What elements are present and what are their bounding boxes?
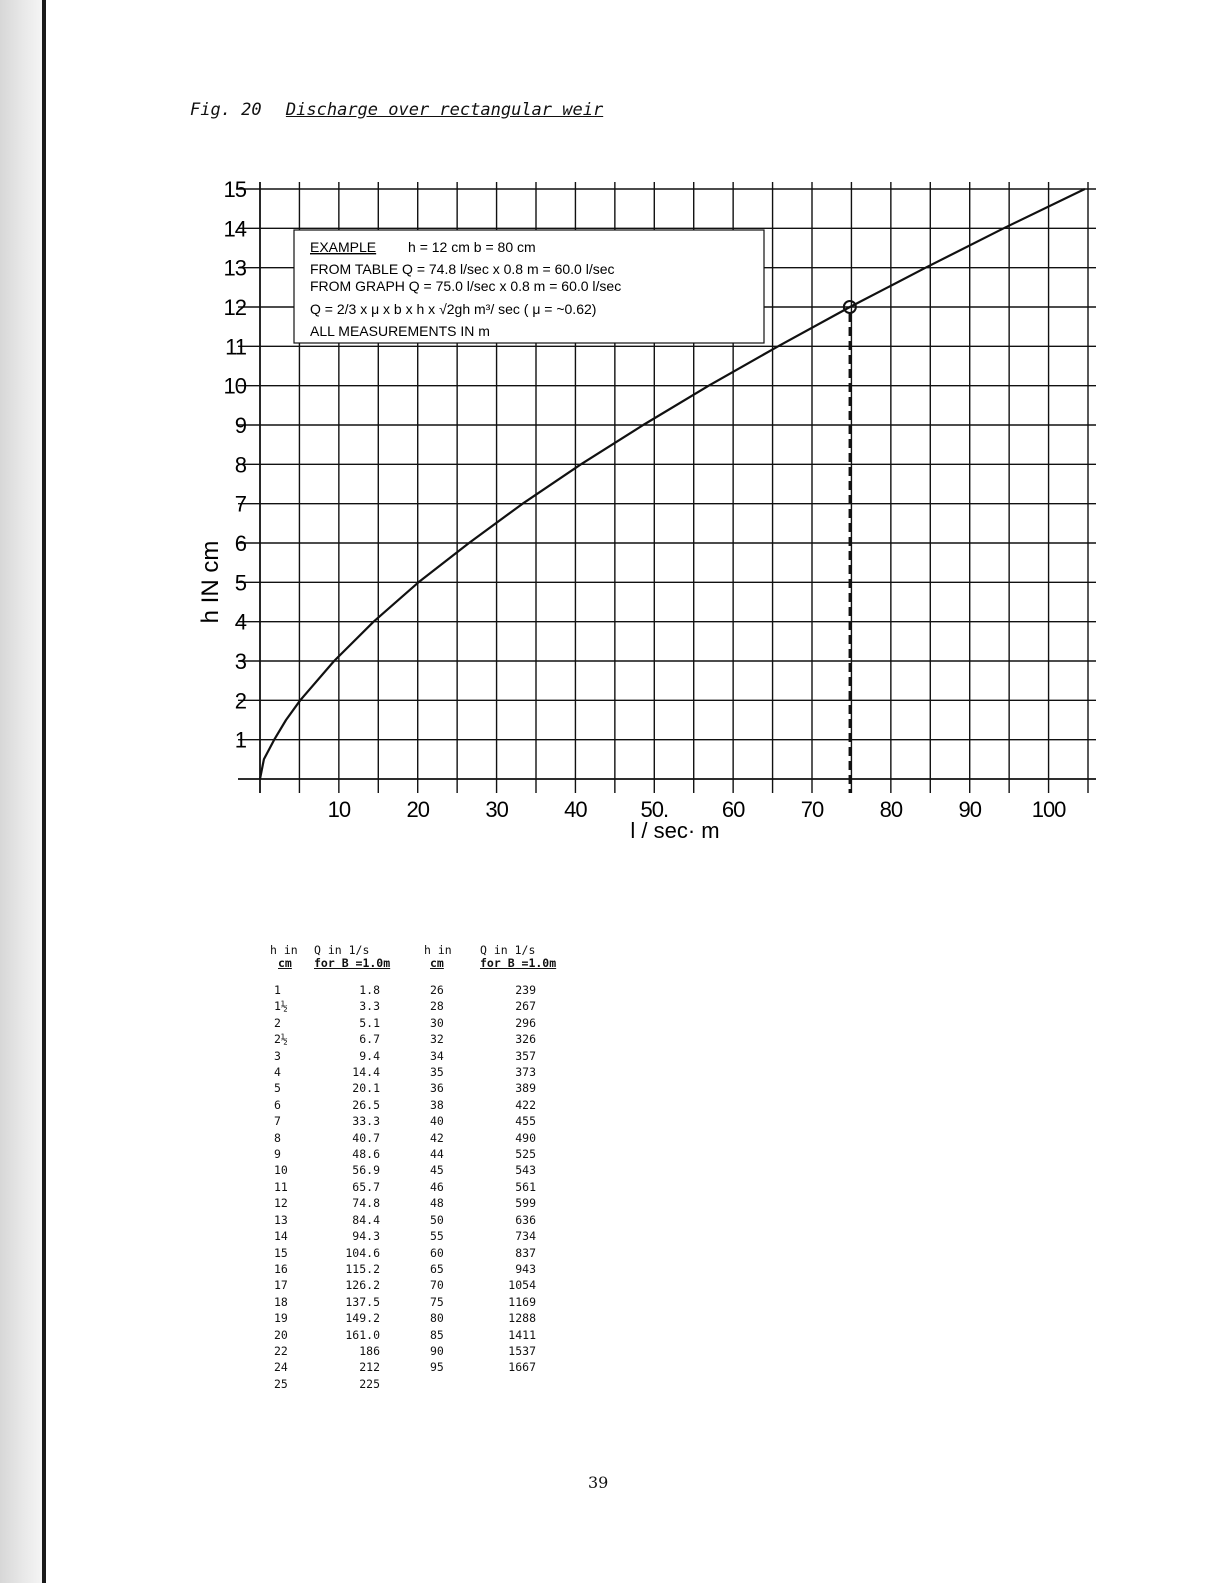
table-cell-h: 12	[274, 1196, 288, 1211]
table-header-q-right-line1: Q in 1/s	[480, 943, 536, 957]
table-cell-h: 45	[430, 1163, 444, 1178]
table-cell-h: 36	[430, 1081, 444, 1096]
table-cell-h: 42	[430, 1130, 444, 1145]
page-binding-edge	[0, 0, 44, 1583]
x-tick-label: 100	[1031, 797, 1066, 822]
table-cell-q: 20.1	[352, 1081, 380, 1096]
table-cell-h: 26	[430, 983, 444, 997]
table-cell-q: 33.3	[352, 1114, 380, 1129]
x-tick-label: 50.	[640, 797, 669, 822]
table-cell-h: 30	[430, 1015, 444, 1030]
table-cell-h: 6	[274, 1097, 281, 1112]
chart-markers	[844, 301, 856, 793]
svg-text:EXAMPLE h = 12 cm b	[310, 239, 536, 255]
table-header-h-right-line1: h in	[424, 943, 452, 957]
table-cell-h: 50	[430, 1212, 444, 1227]
table-cell-q: 149.2	[345, 1311, 380, 1326]
x-tick-label: 90	[958, 797, 981, 822]
table-cell-q: 1411	[508, 1327, 536, 1342]
table-cell-h: 55	[430, 1229, 444, 1244]
table-header-q-right	[480, 944, 556, 970]
table-cell-h: 9	[274, 1147, 281, 1162]
table-header-q-left-line1: Q in 1/s	[314, 943, 370, 957]
table-cell-h: 1½	[274, 999, 288, 1014]
table-cell-q: 943	[515, 1261, 536, 1276]
table-cell-h: 46	[430, 1179, 444, 1194]
table-header-q-right-line2: for B =1.0m	[480, 956, 557, 970]
x-tick-label: 20	[406, 797, 429, 822]
table-header-h-left-line1: h in	[270, 943, 298, 957]
y-tick-label: 13	[223, 255, 246, 281]
y-tick-label: 1	[234, 727, 246, 753]
table-cell-h: 28	[430, 999, 444, 1014]
table-cell-h: 22	[274, 1343, 288, 1358]
table-cell-h: 34	[430, 1048, 444, 1063]
y-tick-label: 7	[234, 491, 246, 517]
y-tick-label: 10	[223, 373, 246, 399]
table-cell-q: 186	[359, 1343, 380, 1358]
table-cell-q: 837	[515, 1245, 536, 1260]
table-cell-h: 2	[274, 1015, 281, 1030]
y-axis-label: h IN cm	[197, 540, 224, 624]
table-cell-q: 104.6	[345, 1245, 380, 1260]
table-cell-q: 225	[359, 1376, 380, 1391]
table-header-h-right	[424, 944, 452, 970]
example-title: EXAMPLE	[310, 239, 377, 255]
x-tick-label: 60	[721, 797, 745, 822]
table-header-h-left	[270, 944, 298, 970]
table-cell-q: 422	[515, 1097, 536, 1112]
table-cell-h: 1	[274, 983, 281, 997]
table-cell-h: 48	[430, 1196, 444, 1211]
table-cell-h: 40	[430, 1114, 444, 1129]
table-header-h-right-unit: cm	[430, 956, 444, 970]
table-cell-h: 3	[274, 1048, 281, 1063]
table-cell-h: 13	[274, 1212, 288, 1227]
y-tick-label: 11	[225, 334, 246, 360]
y-tick-label: 8	[234, 452, 246, 478]
table-col-h-left	[274, 982, 304, 1392]
table-cell-q: 48.6	[352, 1147, 380, 1162]
table-cell-q: 74.8	[352, 1196, 380, 1211]
table-cell-h: 44	[430, 1147, 444, 1162]
y-tick-label: 6	[234, 531, 246, 556]
y-tick-label: 3	[234, 649, 246, 674]
table-cell-q: 239	[515, 983, 536, 997]
table-cell-h: 2½	[274, 1032, 288, 1047]
table-cell-q: 14.4	[352, 1065, 380, 1080]
table-cell-h: 60	[430, 1245, 444, 1260]
table-cell-q: 543	[515, 1163, 536, 1178]
figure-title	[190, 100, 603, 120]
table-cell-q: 455	[515, 1114, 536, 1129]
example-given-values: h = 12 cm b = 80 cm	[408, 239, 536, 255]
y-tick-label: 4	[234, 609, 246, 635]
table-cell-h: 38	[430, 1097, 444, 1112]
table-cell-q: 161.0	[345, 1327, 380, 1342]
table-cell-h: 5	[274, 1081, 281, 1096]
table-cell-h: 10	[274, 1163, 288, 1178]
figure-number: Fig. 20	[190, 100, 262, 120]
table-cell-h: 75	[430, 1294, 444, 1309]
x-tick-label: 40	[564, 797, 587, 822]
y-tick-label: 2	[234, 688, 246, 714]
table-cell-q: 3.3	[359, 999, 380, 1014]
table-cell-h: 4	[274, 1065, 281, 1080]
table-cell-h: 80	[430, 1311, 444, 1326]
example-units-note: ALL MEASUREMENTS IN m	[310, 323, 490, 339]
example-formula: Q = 2/3 x μ x b x h x √2gh m³/ sec ( μ = ~0.62)	[310, 301, 597, 317]
x-tick-label: 80	[879, 797, 903, 822]
table-cell-h: 70	[430, 1278, 444, 1293]
table-cell-h: 65	[430, 1261, 444, 1276]
x-axis-label: l / sec· m	[630, 818, 720, 843]
table-cell-q: 9.4	[359, 1048, 380, 1063]
table-cell-q: 137.5	[345, 1294, 380, 1309]
table-cell-q: 1054	[508, 1278, 536, 1293]
example-from-table: FROM TABLE Q = 74.8 l/sec x 0.8 m = 60.0 l/sec	[310, 261, 615, 277]
table-cell-q: 1537	[508, 1343, 536, 1358]
table-cell-q: 212	[359, 1360, 380, 1375]
table-cell-q: 561	[515, 1179, 536, 1194]
page-binding-line	[42, 0, 46, 1583]
x-tick-label: 30	[485, 797, 508, 822]
table-cell-h: 35	[430, 1065, 444, 1080]
table-cell-h: 25	[274, 1376, 288, 1391]
table-cell-q: 1.8	[359, 983, 380, 997]
table-cell-q: 389	[515, 1081, 536, 1096]
figure-caption: Discharge over rectangular weir	[285, 100, 604, 120]
table-cell-h: 16	[274, 1261, 288, 1276]
table-cell-q: 1169	[508, 1294, 536, 1309]
table-cell-h: 18	[274, 1294, 288, 1309]
table-cell-h: 17	[274, 1278, 288, 1293]
table-cell-h: 90	[430, 1343, 444, 1358]
table-col-q-right	[490, 982, 536, 1376]
table-cell-q: 84.4	[352, 1212, 380, 1227]
table-cell-h: 7	[274, 1114, 281, 1129]
x-tick-label: 70	[800, 797, 824, 822]
table-header-h-left-unit: cm	[278, 956, 292, 970]
example-from-graph: FROM GRAPH Q = 75.0 l/sec x 0.8 m = 60.0 l/sec	[310, 278, 622, 294]
x-tick-label: 10	[327, 797, 351, 822]
table-cell-q: 126.2	[345, 1278, 380, 1293]
table-cell-q: 65.7	[352, 1179, 380, 1194]
weir-discharge-chart	[190, 170, 1110, 860]
table-cell-q: 40.7	[352, 1130, 380, 1145]
table-header-q-left	[314, 944, 390, 970]
table-cell-h: 24	[274, 1360, 288, 1375]
table-cell-q: 357	[515, 1048, 536, 1063]
table-cell-h: 95	[430, 1360, 444, 1375]
table-cell-q: 115.2	[345, 1261, 380, 1276]
table-cell-h: 19	[274, 1311, 288, 1326]
table-cell-q: 1288	[508, 1311, 536, 1326]
table-cell-q: 734	[515, 1229, 536, 1244]
table-cell-q: 26.5	[352, 1097, 380, 1112]
table-cell-q: 94.3	[352, 1229, 380, 1244]
table-cell-q: 56.9	[352, 1163, 380, 1178]
table-cell-q: 5.1	[359, 1015, 380, 1030]
example-box	[294, 230, 764, 343]
table-col-q-left	[330, 982, 380, 1392]
table-cell-h: 11	[274, 1179, 288, 1194]
table-cell-q: 525	[515, 1147, 536, 1162]
table-cell-h: 32	[430, 1032, 444, 1047]
page-number: 39	[588, 1473, 609, 1492]
table-cell-h: 20	[274, 1327, 288, 1342]
y-tick-label: 9	[234, 413, 246, 438]
y-tick-label: 15	[223, 177, 246, 202]
table-cell-q: 267	[515, 999, 536, 1014]
table-cell-q: 6.7	[359, 1032, 380, 1047]
y-tick-label: 14	[223, 216, 246, 242]
table-header-q-left-line2: for B =1.0m	[314, 956, 391, 970]
table-cell-h: 8	[274, 1130, 281, 1145]
y-tick-label: 12	[223, 295, 246, 320]
table-cell-q: 326	[515, 1032, 536, 1047]
table-cell-q: 1667	[508, 1360, 536, 1375]
table-cell-h: 15	[274, 1245, 288, 1260]
table-cell-q: 296	[515, 1015, 536, 1030]
table-cell-q: 373	[515, 1065, 536, 1080]
y-tick-label: 5	[234, 570, 246, 596]
table-cell-q: 490	[515, 1130, 536, 1145]
table-cell-h: 14	[274, 1229, 288, 1244]
table-cell-h: 85	[430, 1327, 444, 1342]
table-cell-q: 636	[515, 1212, 536, 1227]
table-col-h-right	[430, 982, 460, 1376]
table-cell-q: 599	[515, 1196, 536, 1211]
